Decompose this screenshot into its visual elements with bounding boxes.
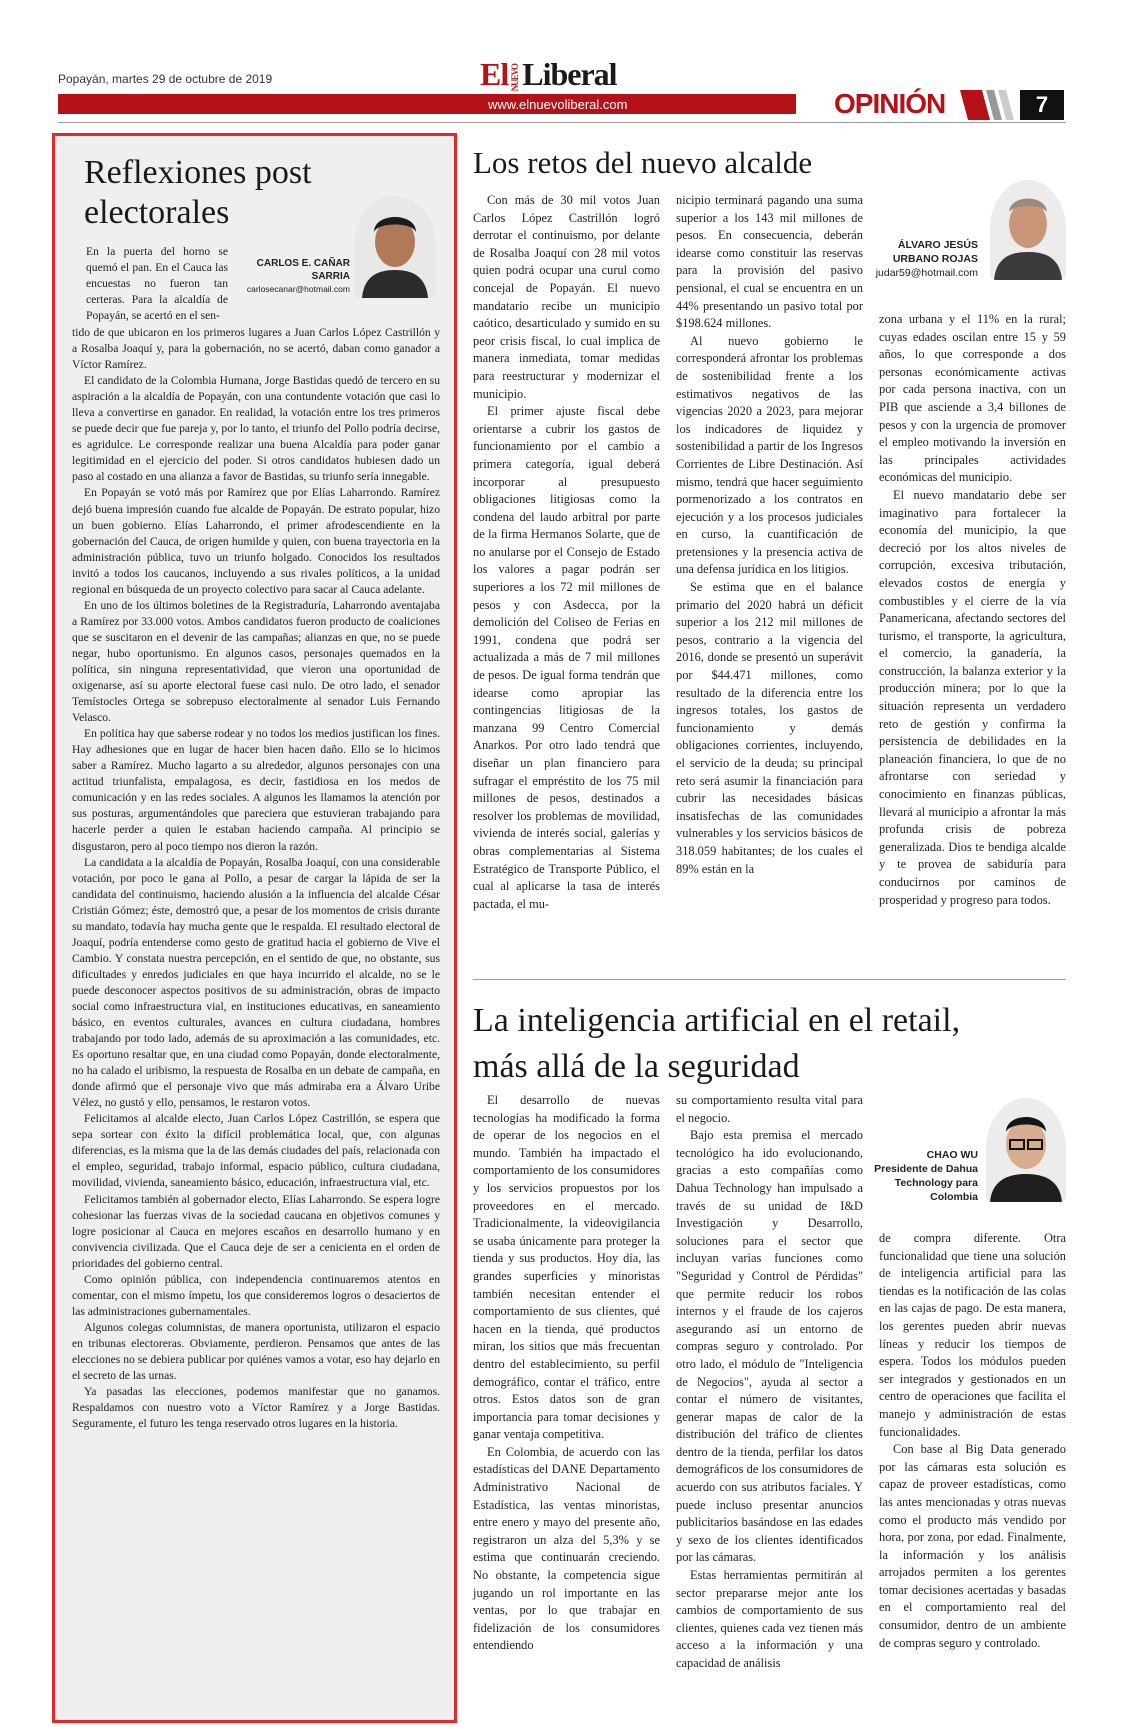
paragraph: En política hay que saberse rodear y no todos los medios justifican los fines. Hay adhesiones que en lugar de hacer bien hacen daño. Ello se lo hicimos saber a Ramírez. Mucho lagarto a su alrededor, algunos personajes con una actitud triunfalista, empalagosa, es decir, fastidiosa en los medos de comunicación y en las redes sociales. A algunos les llamamos la atención por sus posturas, argumentándoles que pareciera que estuvieran trabajando para hacerle perder a quien le estaban haciendo campaña. Al principio se disgustaron, pero al poco tiempo nos dieron la razón. bbox=[72, 727, 440, 853]
paragraph: Ya pasadas las elecciones, podemos manifestar que no ganamos. Respaldamos con nuestro voto a Víctor Ramírez y a Jorge Bastidas. Seguramente, el futuro les tenga reservado otros lugares en la historia. bbox=[72, 1385, 440, 1431]
author-byline bbox=[228, 257, 350, 296]
section-divider bbox=[473, 979, 1066, 980]
paragraph: La candidata a la alcaldía de Popayán, Rosalba Joaquí, con una considerable votación, por poco le gana al Pollo, a pesar de cargar la lápida de ser la candidata del continuismo, haciendo alusión a la influencia del alcalde César Cristián Gómez; éste, demostró que, a pesar de los momentos de crisis durante su mandato, todavía hay mucha gente que le respalda. El resultado electoral de Joaquí, podría entenderse como gesto de gratitud hacia el gobierno de Vive el Cambio. Y constata nuestra percepción, en el sentido de que, no obstante, sus dificultades y enredos judiciales en que haya incurrido el alcalde, no se le puede desconocer aspectos positivos de su administración, obras de impacto social como infraestructura vial, en instituciones educativas, en saneamiento básico, en eventos culturales, avances en cultura ciudadana, hombres trabajando por todo lado, además de su aproximación a las comunidades, etc. Es oportuno resaltar que, en una ciudad como Popayán, donde electoralmente, no ha calado el uribismo, la respuesta de Rosalba en un debate de campaña, en donde afirmó que el personaje vivo que más admiraba era a Álvaro Uribe Vélez, no gustó y ello, pensamos, le restaron votos. bbox=[72, 855, 440, 1110]
header-red-band bbox=[58, 94, 796, 114]
paragraph: de compra diferente. Otra funcionalidad que tiene una solución de inteligencia artificial para las tiendas es la notificación de las colas en las cajas de pago. De esta manera, los gerentes pueden abrir nuevas líneas y reducir los tiempos de espera. Todos los módulos pueden ser integrados y gestionados en un centro de operaciones que facilita el manejo y administración de estas funcionalidades. bbox=[879, 1231, 1066, 1439]
author-byline bbox=[862, 1148, 978, 1204]
article-column-1 bbox=[473, 192, 660, 913]
paragraph: El desarrollo de nuevas tecnologías ha modificado la forma de operar de los negocios en el mundo. También ha impactado el comportamiento de los consumidores y los servicios propuestos por los proveedores en el mercado. Tradicionalmente, la videovigilancia se usaba únicamente para proteger la tienda y sus productos. Hoy día, las grandes superficies y minoristas también necesitan entender el comportamiento de sus clientes, qué hacen en la tienda, qué productos miran, los sitios que más frecuentan dentro del establecimiento, su perfil demográfico, contar el tráfico, entre otros. Estos datos son de gran importancia para tomar decisiones y ganar ventaja competitiva. bbox=[473, 1093, 660, 1442]
section-title: OPINIÓN bbox=[834, 88, 946, 119]
paragraph: Con base al Big Data generado por las cámaras esta solución es capaz de proveer estadísticas, como las antes mencionadas y otras nuevas como el producto más vendido por hora, por zona, por edad. Finalmente, la información y los análisis arrojados permiten a los gerentes tomar decisiones acertadas y basadas en el comportamiento real del consumidor, dentro de un ambiente de compras seguro y controlado. bbox=[879, 1442, 1066, 1650]
paragraph: su comportamiento resulta vital para el negocio. bbox=[676, 1093, 863, 1125]
article-body bbox=[72, 325, 440, 1432]
paragraph: El candidato de la Colombia Humana, Jorge Bastidas quedó de tercero en su aspiración a la alcaldía de Popayán, con una contundente votación que casi lo lleva a convertirse en ganador. En realidad, la votación entre los tres primeros se puede decir que fue pareja y, por lo tanto, el triunfo del Pollo podría decirse, es agridulce. Le corresponde realizar una buena Alcaldía para poder ganar legitimidad en el ejercicio del poder. Si otros candidatos hubiesen dado un paso al costado en una alianza a favor de Bastidas, su triunfo sería innegable. bbox=[72, 374, 440, 484]
paragraph: Al nuevo gobierno le corresponderá afrontar los problemas de sostenibilidad frente a los estimativos negativos de las vigencias 2020 a 2023, para mejorar los indicadores de liquidez y sostenibilidad a partir de los Ingresos Corrientes de Libre Destinación. Así mismo, tendrá que hacer seguimiento pormenorizado a los contratos en ejecución y a los procesos judiciales en curso, la cuantificación de pretensiones y la presencia activa de una defensa jurídica en los litigios. bbox=[676, 333, 863, 577]
author-role: Presidente de Dahua Technology para Colombia bbox=[874, 1163, 978, 1203]
paragraph: En uno de los últimos boletines de la Registraduría, Laharrondo aventajaba a Ramírez por 33.000 votos. Ambos candidatos fueron producto de coaliciones que se suscitaron en el devenir de las campañas; alianzas en que, no se puede negar, hubo oportunismo. En algunos casos, personajes quemados en la política, sin ninguna representatividad, que vieron una oportunidad de oxigenarse, así su aporte electoral fuese casi nulo. De otro lado, el senador Temístocles Ortega se sobrepuso electoralmente al senador Luis Fernando Velasco. bbox=[72, 598, 440, 725]
paragraph: tido de que ubicaron en los primeros lugares a Juan Carlos López Castrillón y a Rosalba Joaquí y, para la gobernación, no se acertó, daban como ganador a Víctor Ramírez. bbox=[72, 326, 440, 372]
website-url: www.elnuevoliberal.com bbox=[488, 97, 628, 112]
article-column-2 bbox=[676, 192, 863, 878]
paragraph: nicipio terminará pagando una suma superior a los 143 mil millones de pesos. En consecuencia, deberán idearse como constituir las reservas para la provisión del pasivo pensional, el cual se encuentra en un 44% presentando un pasivo total por $198.624 millones. bbox=[676, 193, 863, 331]
logo-liberal: Liberal bbox=[522, 56, 617, 92]
logo-nuevo: NUEVO bbox=[510, 63, 521, 92]
paragraph: Bajo esta premisa el mercado tecnológico ha ido evolucionando, gracias a esto compañías como Dahua Technology han impulsado a través de su unidad de I&D Investigación y Desarrollo, soluciones para el sector que incluyan varias funciones como "Seguridad y Control de Pérdidas" que permite reducir los robos internos y el fraude de los cajeros asegurando así un entorno de compras seguro y controlado. Por otro lado, el módulo de "Inteligencia de Negocios", ayuda al sector a contar el número de visitantes, generar mapas de calor de la distribución del tráfico de clientes dentro de la tienda, perfilar los datos demográficos de los consumidores de acuerdo con sus atributos faciales. Y puede incluso presentar anuncios publicitarios basándose en las edades y sexo de los clientes identificados por las cámaras. bbox=[676, 1128, 863, 1565]
issue-date: Popayán, martes 29 de octubre de 2019 bbox=[58, 72, 273, 86]
article-title: Los retos del nuevo alcalde bbox=[473, 145, 813, 180]
paragraph: zona urbana y el 11% en la rural; cuyas edades oscilan entre 15 y 59 años, lo que corresponde a dos personas económicamente activas por cada persona inactiva, con un PIB que asciende a 3,4 billones de pesos y con la urgencia de promover el empleo motivando la inversión en las principales actividades económicas del municipio. bbox=[879, 312, 1066, 485]
page-number: 7 bbox=[1020, 90, 1064, 120]
author-photo bbox=[354, 196, 436, 298]
article-column-1 bbox=[473, 1092, 660, 1655]
author-name: ÁLVARO JESÚS bbox=[897, 239, 978, 251]
author-photo bbox=[986, 1098, 1066, 1202]
paragraph: Estas herramientas permitirán al sector prepararse mejor ante los cambios de comportamiento de sus clientes, quienes cada vez tienen más acceso a la información y una capacidad de análisis bbox=[676, 1568, 863, 1670]
article-title: La inteligencia artificial en el retail, más allá de la seguridad bbox=[473, 1002, 961, 1085]
author-email: judar59@hotmail.com bbox=[875, 267, 978, 279]
paragraph: En Colombia, de acuerdo con las estadísticas del DANE Departamento Administrativo Nacional de Estadística, las ventas minoristas, entre enero y mayo del presente año, registraron un alza del 5,3% y se estima que continuarán creciendo. No obstante, la competencia sigue jugando un rol importante en las ventas, por lo que trabajar en fidelización de los consumidores entendiendo bbox=[473, 1444, 660, 1653]
paragraph: Se estima que en el balance primario del 2020 habrá un déficit superior a los 212 mil millones de pesos, contrario a la vigencia del 2016, donde se presentó un superávit por $44.471 millones, como resultado de la diferencia entre los ingresos totales, los gastos de funcionamiento y demás obligaciones corrientes, incluyendo, el servicio de la deuda; su principal reto será asumir la financiación para cubrir las necesidades básicas insatisfechas de las comunidades vulnerables y los servicios básicos de 318.059 habitantes; de los cuales el 89% están en la bbox=[676, 580, 863, 876]
author-email: carlosecanar@hotmail.com bbox=[246, 284, 350, 294]
author-name: CHAO WU bbox=[926, 1149, 978, 1161]
author-name: CARLOS E. CAÑAR SARRIA bbox=[256, 258, 350, 282]
author-name: URBANO ROJAS bbox=[892, 253, 978, 265]
paragraph: El primer ajuste fiscal debe orientarse a cubrir los gastos de funcionamiento por el cambio a primera categoría, igual deberá incorporar al presupuesto obligaciones litigiosas como la condena del laudo arbitral por parte de la firma Hermanos Solarte, que de no anularse por el Consejo de Estado los valores a pagar podrán ser superiores a los 72 mil millones de pesos y con Asdecca, por la demolición del Coliseo de Ferias en 1991, condena que podrá ser actualizada a más de 7 mil millones de pesos. De igual forma tendrán que idearse como apropiar las contingencias litigiosas de la manzana 99 Centro Comercial Anarkos. Por otro lado tendrá que diseñar un plan financiero para sufragar el empréstito de los 75 mil millones de pesos, destinados a resolver los problemas de movilidad, vivienda de interés social, galerías y obras complementarias al Sistema Estratégico de Transporte Público, el cual al aplicarse la tasa de interés pactada, el mu- bbox=[473, 404, 660, 911]
article-title: Reflexiones post electorales bbox=[84, 154, 312, 231]
author-byline bbox=[848, 238, 978, 280]
paragraph: El nuevo mandatario debe ser imaginativo para fortalecer la economía del municipio, la que decreció por los altos niveles de corrupción, excesiva tributación, elevados costos de energía y combustibles y el cierre de la vía Panamericana, afectando sectores del turismo, el transporte, la agricultura, el comercio, la ganadería, la construcción, la balanza exterior y la producción minera; por lo que la situación representa un verdadero reto de gestión y confirma la persistencia de debilidades en la planeación financiera, lo que de no afrontarse con seriedad y conocimiento en finanzas públicas, llevará al municipio a afrontar la más profunda crisis de pobreza generalizada. Dios te bendiga alcalde y te provea de sabiduría para conducirnos por caminos de prosperidad y progreso para todos. bbox=[879, 487, 1066, 907]
article-intro: En la puerta del horno se quemó el pan. En el Cauca las encuestas no fueron tan certeras. Para la alcaldía de Popayán, se acertó en el sen- bbox=[86, 245, 228, 323]
newspaper-logo bbox=[480, 56, 617, 93]
article-column-3 bbox=[879, 1230, 1066, 1652]
paragraph: En Popayán se votó más por Ramírez que por Elías Laharrondo. Ramírez dejó buena impresión cuando fue alcalde de Popayán. De estrato popular, hizo un buen gobierno. Elías Laharrondo, el primer afrodescendiente en la gobernación del Cauca, de origen humilde y quien, con buena trayectoria en la administración pública, tuvo un triunfo holgado. Conocidos los resultados invitó a todos los caucanos, incluyendo a sus rivales políticos, a la unidad regional en búsqueda de un proyecto colectivo para sacar al Cauca adelante. bbox=[72, 486, 440, 596]
article-column-3 bbox=[879, 311, 1066, 909]
paragraph: Felicitamos también al gobernador electo, Elías Laharrondo. Se espera logre cohesionar las fuerzas vivas de la sociedad caucana en objetivos comunes y logre posicionar al Cauca en mejores escaños en desarrollo humano y en convivencia civilizada. Que el Cauca deje de ser a cenicienta en el orden de prioridades del gobierno central. bbox=[72, 1192, 440, 1270]
paragraph: Felicitamos al alcalde electo, Juan Carlos López Castrillón, se espera que sepa sortear con éxito la difícil problemática local, que, con algunas diferencias, es la misma que la de las demás ciudades del país, relacionada con el empleo, seguridad, trabajo informal, espacio público, cultura ciudadana, movilidad, vivienda, saneamiento básico, educación, infraestructura vial, etc. bbox=[72, 1112, 440, 1190]
paragraph: Como opinión pública, con independencia continuaremos atentos en comentar, con el mismo ímpetu, los que consideremos logros o desaciertos de las administraciones gubernamentales. bbox=[72, 1272, 440, 1318]
author-photo bbox=[990, 180, 1066, 280]
paragraph: Con más de 30 mil votos Juan Carlos López Castrillón logró derrotar el continuismo, por delante de Rosalba Joaquí con 28 mil votos quien podrá ocupar una curul como concejal de Popayán. El nuevo mandatario recibe un municipio caótico, desarticulado y sumido en su peor crisis fiscal, lo cual implica de manera inmediata, tomar medidas para reestructurar y modernizar el municipio. bbox=[473, 193, 660, 401]
logo-el: El bbox=[480, 56, 509, 92]
header-divider bbox=[58, 122, 1066, 123]
paragraph: Algunos colegas columnistas, de manera oportunista, utilizaron el espacio en tribunas electoreras. Obviamente, perdieron. Pensamos que antes de las elecciones no se debiera publicar por quiénes vamos a votar, eso hay dejarlo en el secreto de las urnas. bbox=[72, 1320, 440, 1383]
stripes-icon bbox=[960, 90, 1016, 120]
article-column-2 bbox=[676, 1092, 863, 1673]
